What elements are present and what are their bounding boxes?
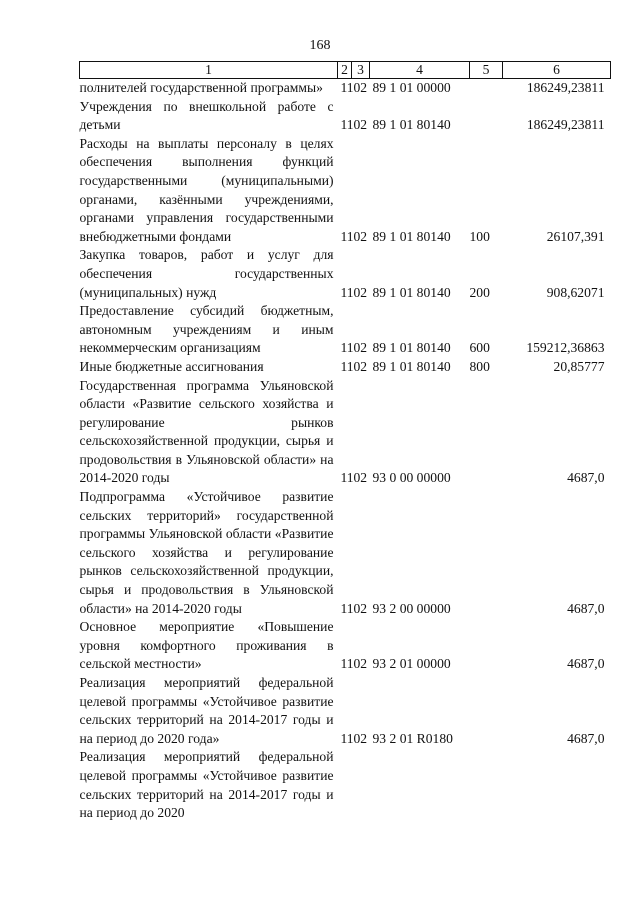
row-amount-cell: 26107,391	[546, 228, 605, 244]
page-number: 168	[309, 38, 331, 53]
row-name-cell: Реализация мероприятий федеральной целевой программы «Устойчивое развитие сельских территорий на 2014-2017 годы и на период до 2020 года»	[79, 675, 334, 746]
row-section-cell: 11	[340, 470, 354, 486]
row-name-cell: полнителей государственной программы»	[79, 80, 323, 95]
row-name-cell: Подпрограмма «Устойчивое развитие сельских территорий» государственной программы Ульяновской области «Развитие сельского хозяйства и регулирование рынков сельскохозяйственной продукции, сырья и продовольствия в Ульяновской области» на 2014-2020 годы	[79, 489, 334, 616]
row-expense-type-cell	[470, 488, 503, 618]
row-amount-cell: 4687,0	[567, 470, 605, 486]
row-expense-type-cell: 100	[469, 228, 490, 244]
header-cell: 2	[338, 62, 352, 79]
row-subsection-cell: 02	[353, 600, 368, 616]
row-subsection-cell: 02	[353, 228, 368, 244]
header-cell: 6	[503, 62, 611, 79]
row-target-code-cell: 89 1 01 80140	[372, 340, 451, 356]
header-cell: 3	[352, 62, 370, 79]
row-expense-type-cell	[470, 98, 503, 135]
row-expense-type-cell: 600	[469, 340, 490, 356]
table-row	[80, 246, 611, 302]
row-name-cell: Расходы на выплаты персоналу в целях обеспечения выполнения функций государственными (муниципальными) органами, казёнными учреждениями, органами управления государственными внебюджетными фондами	[79, 135, 334, 244]
table-row	[80, 135, 611, 247]
row-section-cell: 11	[340, 600, 354, 616]
row-subsection-cell: 02	[353, 656, 368, 672]
row-name-cell: Предоставление субсидий бюджетным, автономным учреждениям и иным некоммерческим организациям	[79, 303, 334, 356]
row-subsection-cell: 02	[353, 358, 368, 374]
row-name-cell: Государственная программа Ульяновской области «Развитие сельского хозяйства и регулирование рынков сельскохозяйственной продукции, сырья и продовольствия в Ульяновской области» на 2014-2020 годы	[79, 377, 334, 486]
table-row	[80, 748, 611, 822]
table-row	[80, 302, 611, 358]
budget-table	[79, 61, 611, 823]
table-header	[80, 62, 611, 79]
row-target-code-cell: 93 2 00 00000	[372, 600, 451, 616]
row-target-code-cell: 93 2 01 R0180	[372, 730, 453, 746]
row-subsection-cell: 02	[353, 117, 368, 133]
row-section-cell	[338, 748, 352, 822]
header-cell: 1	[80, 62, 338, 79]
row-name-cell: Реализация мероприятий федеральной целевой программы «Устойчивое развитие сельских территорий на 2014-2017 годы и на период до 2020	[79, 749, 334, 821]
row-target-code-cell: 93 0 00 00000	[372, 470, 451, 486]
table-row	[80, 377, 611, 489]
row-amount-cell: 186249,23811	[526, 80, 605, 95]
row-amount-cell: 4687,0	[567, 656, 605, 672]
row-subsection-cell: 02	[353, 470, 368, 486]
table-row	[80, 98, 611, 135]
header-cell: 5	[470, 62, 503, 79]
row-subsection-cell: 02	[353, 284, 368, 300]
row-amount-cell: 186249,23811	[526, 117, 605, 133]
row-amount-cell: 20,85777	[553, 358, 605, 374]
row-subsection-cell	[352, 748, 370, 822]
row-section-cell: 11	[340, 340, 354, 356]
row-target-code-cell: 89 1 01 80140	[372, 228, 451, 244]
table-row	[80, 618, 611, 674]
row-subsection-cell: 02	[353, 730, 368, 746]
header-cell: 4	[370, 62, 470, 79]
row-section-cell: 11	[340, 284, 354, 300]
row-section-cell: 11	[340, 656, 354, 672]
row-amount-cell	[503, 748, 611, 822]
row-name-cell: Учреждения по внешкольной работе с детьми	[79, 98, 334, 133]
row-amount-cell: 4687,0	[567, 730, 605, 746]
row-target-code-cell: 89 1 01 80140	[372, 117, 451, 133]
row-target-code-cell: 93 2 01 00000	[372, 656, 451, 672]
table-row	[80, 488, 611, 618]
row-expense-type-cell	[470, 79, 503, 98]
row-expense-type-cell	[470, 377, 503, 489]
table-row	[80, 358, 611, 377]
row-section-cell: 11	[340, 228, 354, 244]
row-target-code-cell	[370, 748, 470, 822]
row-target-code-cell: 89 1 01 00000	[372, 80, 451, 95]
row-expense-type-cell	[470, 674, 503, 748]
row-amount-cell: 4687,0	[567, 600, 605, 616]
row-subsection-cell: 02	[353, 80, 368, 95]
table-body	[80, 79, 611, 823]
row-subsection-cell: 02	[353, 340, 368, 356]
row-expense-type-cell: 200	[469, 284, 490, 300]
row-section-cell: 11	[340, 730, 354, 746]
row-expense-type-cell	[470, 618, 503, 674]
row-name-cell: Основное мероприятие «Повышение уровня комфортного проживания в сельской местности»	[79, 619, 334, 672]
row-target-code-cell: 89 1 01 80140	[372, 358, 451, 374]
row-section-cell: 11	[340, 358, 354, 374]
table-row	[80, 674, 611, 748]
row-name-cell: Иные бюджетные ассигнования	[79, 358, 264, 374]
row-expense-type-cell: 800	[469, 358, 490, 374]
row-section-cell: 11	[340, 80, 354, 95]
row-name-cell: Закупка товаров, работ и услуг для обеспечения государственных (муниципальных) нужд	[79, 247, 334, 300]
row-section-cell: 11	[340, 117, 354, 133]
table-row	[80, 79, 611, 98]
row-amount-cell: 908,62071	[546, 284, 605, 300]
row-amount-cell: 159212,36863	[526, 340, 605, 356]
row-target-code-cell: 89 1 01 80140	[372, 284, 451, 300]
row-expense-type-cell	[470, 748, 503, 822]
